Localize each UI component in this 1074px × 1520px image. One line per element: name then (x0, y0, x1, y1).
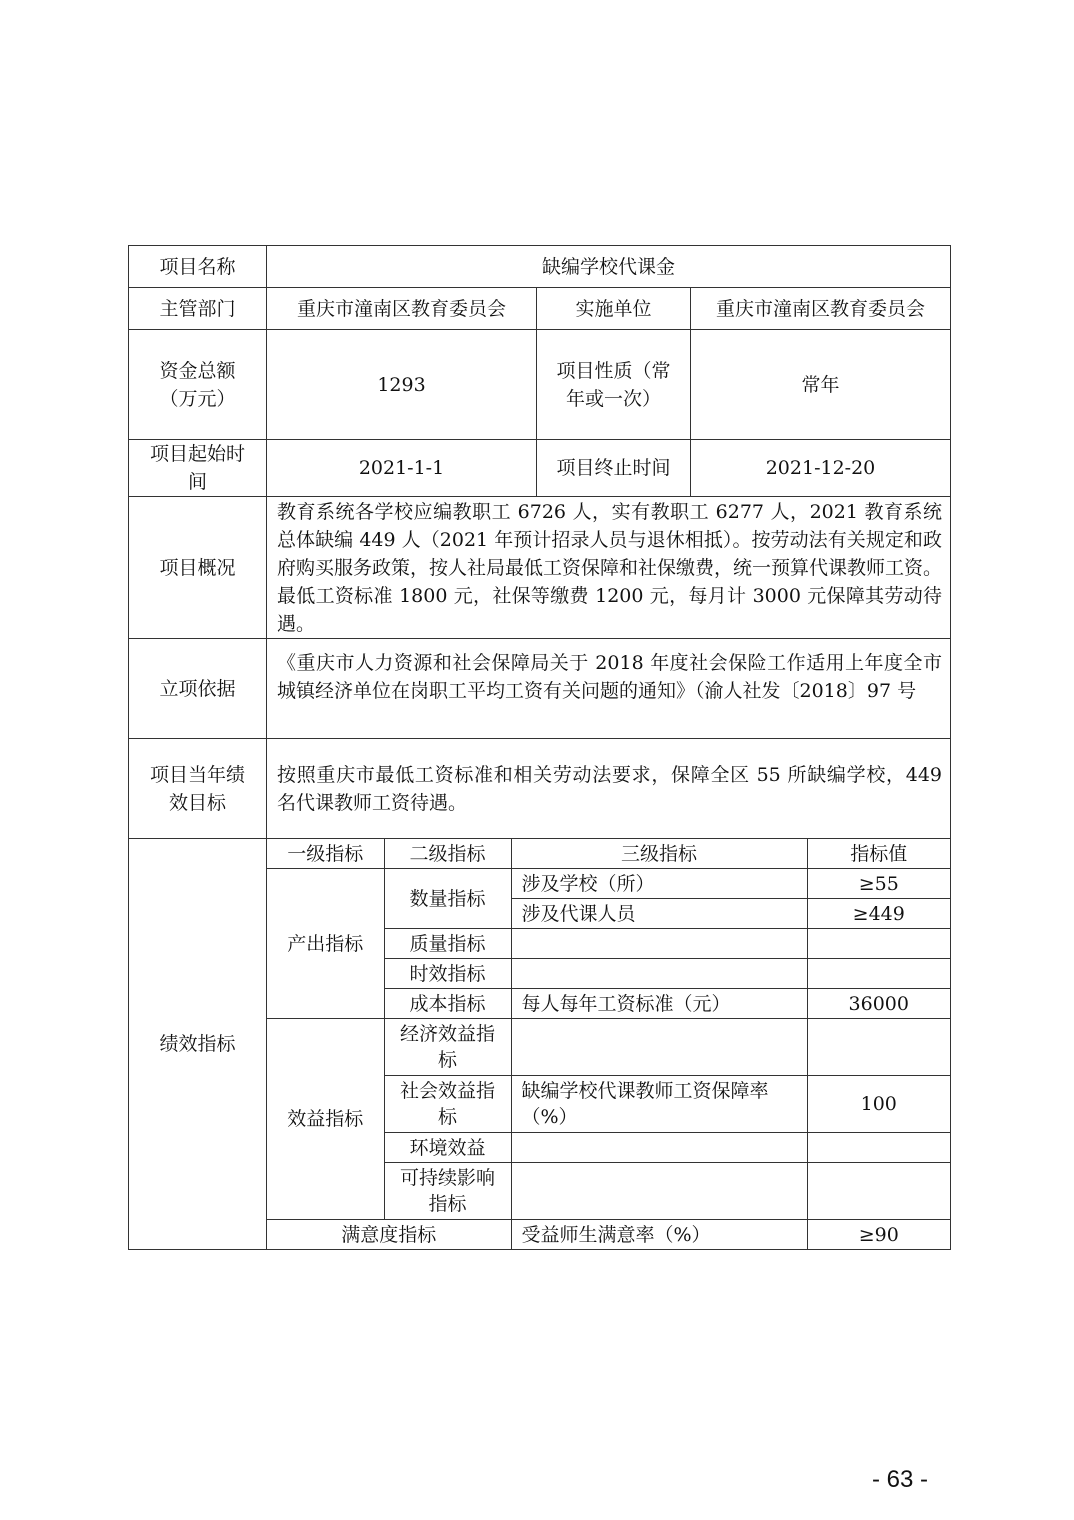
implementer-label: 实施单位 (537, 288, 691, 330)
satisfaction-label: 满意度指标 (267, 1220, 511, 1250)
department-value: 重庆市潼南区教育委员会 (267, 288, 537, 330)
row-metrics (129, 839, 951, 1250)
row-basis (129, 639, 951, 739)
metrics-row (267, 869, 950, 899)
quantity-item-name: 涉及学校（所） (511, 869, 807, 899)
cost-label: 成本指标 (384, 989, 511, 1019)
row-overview (129, 497, 951, 639)
header-level1: 一级指标 (267, 839, 384, 869)
overview-text: 教育系统各学校应编教职工 6726 人，实有教职工 6277 人，2021 教育系统总体缺编 449 人（2021 年预计招录人员与退休相抵）。按劳动法有关规定和政府购买服务政策，按人社局最低工资保障和社保缴费，统一预算代课教师工资。最低工资标准 1800 元，社保等缴费 1200 元，每月计 3000 元保障其劳动待遇。 (267, 497, 951, 639)
metrics-table (267, 839, 950, 1249)
row-department (129, 288, 951, 330)
nature-value: 常年 (691, 330, 951, 440)
basis-text: 《重庆市人力资源和社会保障局关于 2018 年度社会保险工作适用上年度全市城镇经济单位在岗职工平均工资有关问题的通知》（渝人社发〔2018〕97 号 (267, 639, 951, 739)
header-level2: 二级指标 (384, 839, 511, 869)
row-goal (129, 739, 951, 839)
end-date-label: 项目终止时间 (537, 440, 691, 497)
quantity-item-value: ≥55 (807, 869, 950, 899)
header-value: 指标值 (807, 839, 950, 869)
row-dates (129, 440, 951, 497)
satisfaction-name: 受益师生满意率（%） (511, 1220, 807, 1250)
page-number: - 63 - (872, 1466, 929, 1493)
environment-label: 环境效益 (384, 1133, 511, 1163)
satisfaction-value: ≥90 (807, 1220, 950, 1250)
header-level3: 三级指标 (511, 839, 807, 869)
timeliness-value (807, 959, 950, 989)
social-name: 缺编学校代课教师工资保障率（%） (511, 1076, 807, 1133)
social-value: 100 (807, 1076, 950, 1133)
environment-name (511, 1133, 807, 1163)
quality-label: 质量指标 (384, 929, 511, 959)
quantity-label: 数量指标 (384, 869, 511, 929)
goal-text: 按照重庆市最低工资标准和相关劳动法要求，保障全区 55 所缺编学校，449 名代课教师工资待遇。 (267, 739, 951, 839)
quality-value (807, 929, 950, 959)
economic-name (511, 1019, 807, 1076)
sustainable-label: 可持续影响指标 (384, 1163, 511, 1220)
economic-label: 经济效益指标 (384, 1019, 511, 1076)
timeliness-name (511, 959, 807, 989)
end-date-value: 2021-12-20 (691, 440, 951, 497)
funds-label: 资金总额（万元） (129, 330, 267, 440)
funds-value: 1293 (267, 330, 537, 440)
environment-value (807, 1133, 950, 1163)
project-name-label: 项目名称 (129, 246, 267, 288)
metrics-header-row (267, 839, 950, 869)
implementer-value: 重庆市潼南区教育委员会 (691, 288, 951, 330)
metrics-row (267, 1220, 950, 1250)
metrics-row (267, 1019, 950, 1076)
nature-label: 项目性质（常年或一次） (537, 330, 691, 440)
benefit-label: 效益指标 (267, 1019, 384, 1220)
metrics-label: 绩效指标 (129, 839, 267, 1250)
output-label: 产出指标 (267, 869, 384, 1019)
overview-label: 项目概况 (129, 497, 267, 639)
goal-label: 项目当年绩效目标 (129, 739, 267, 839)
timeliness-label: 时效指标 (384, 959, 511, 989)
sustainable-name (511, 1163, 807, 1220)
social-label: 社会效益指标 (384, 1076, 511, 1133)
row-funds (129, 330, 951, 440)
quantity-item-name: 涉及代课人员 (511, 899, 807, 929)
start-date-label: 项目起始时间 (129, 440, 267, 497)
quality-name (511, 929, 807, 959)
quantity-item-value: ≥449 (807, 899, 950, 929)
project-performance-table (128, 245, 951, 1250)
row-project-name (129, 246, 951, 288)
department-label: 主管部门 (129, 288, 267, 330)
basis-label: 立项依据 (129, 639, 267, 739)
project-name-value: 缺编学校代课金 (267, 246, 951, 288)
cost-name: 每人每年工资标准（元） (511, 989, 807, 1019)
start-date-value: 2021-1-1 (267, 440, 537, 497)
economic-value (807, 1019, 950, 1076)
cost-value: 36000 (807, 989, 950, 1019)
sustainable-value (807, 1163, 950, 1220)
